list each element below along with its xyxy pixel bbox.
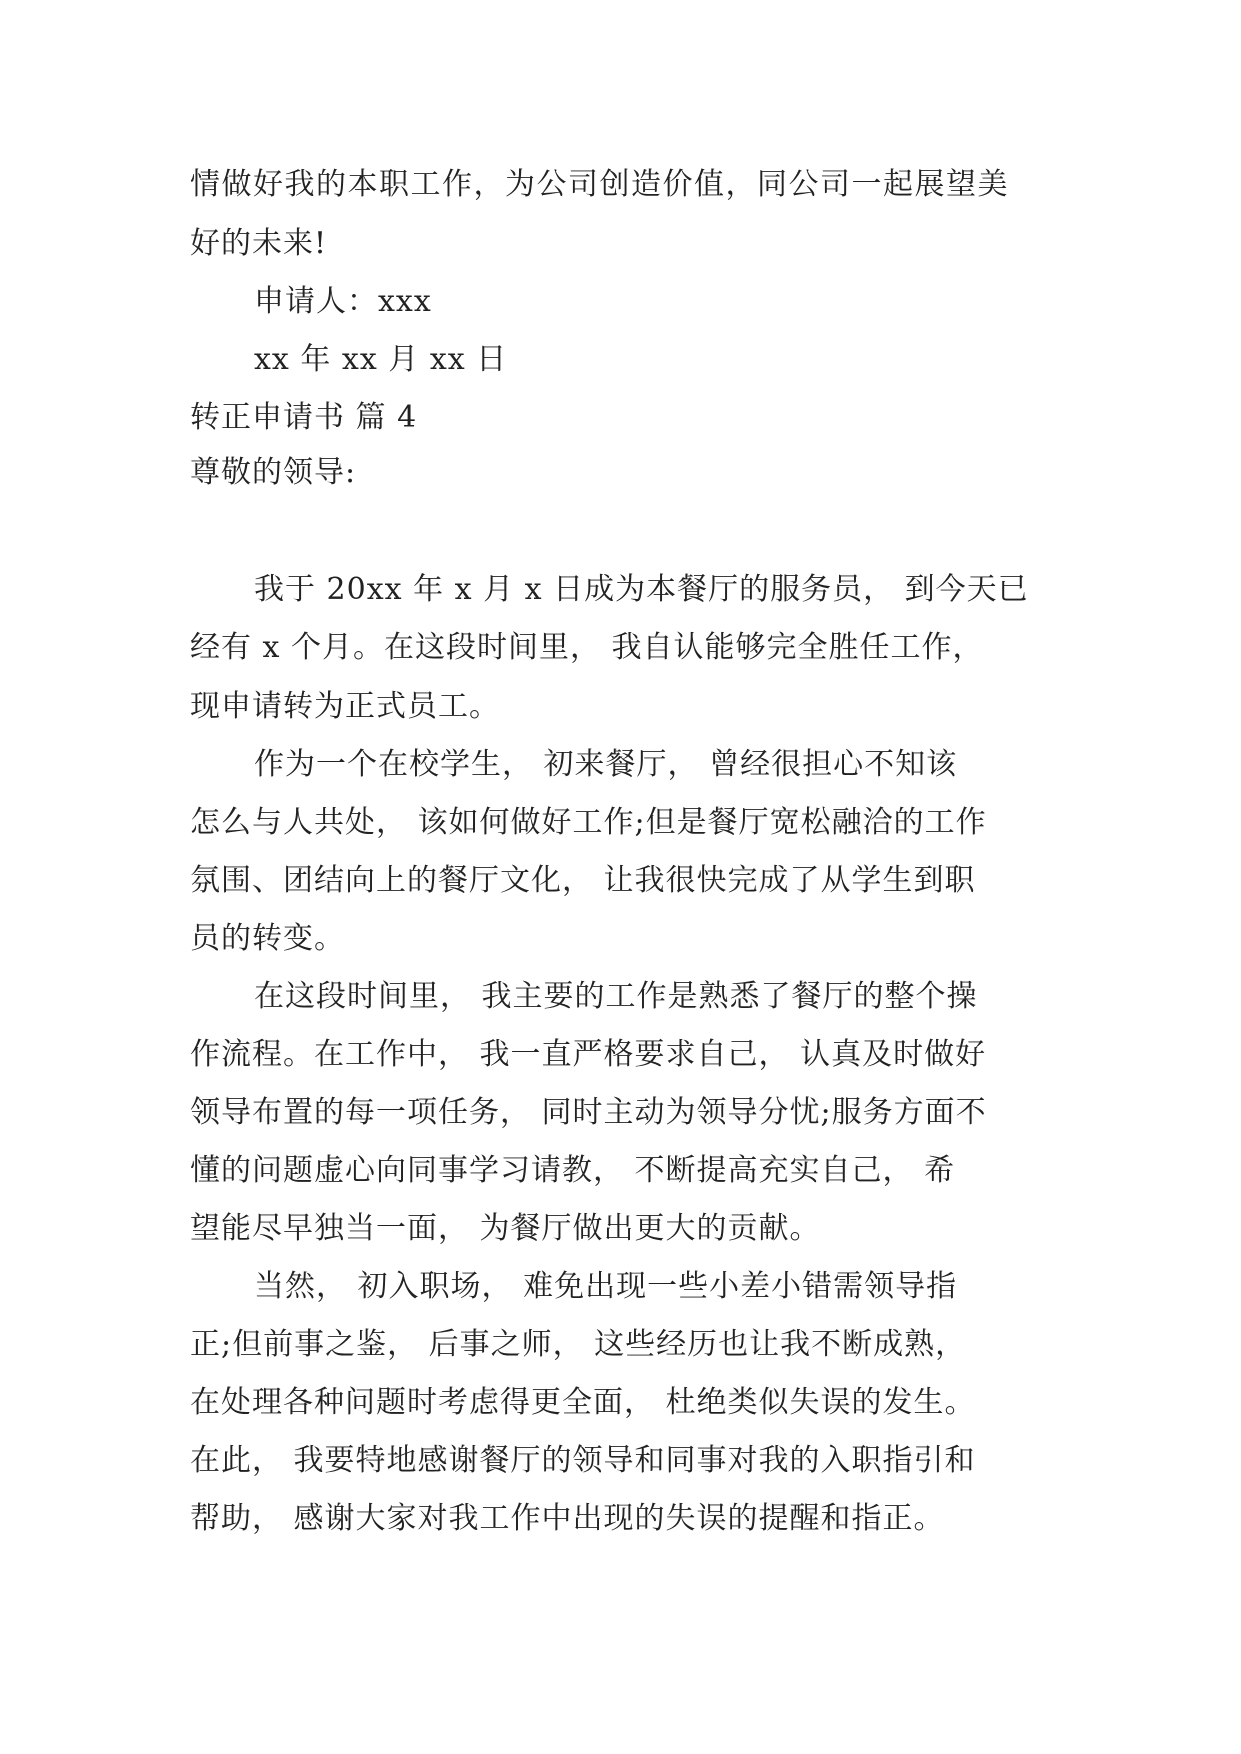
paragraph-line: 作为一个在校学生， 初来餐厅， 曾经很担心不知该 [254,747,958,782]
paragraph-line: 在处理各种问题时考虑得更全面， 杜绝类似失误的发生。 [190,1385,976,1420]
paragraph-line: 正;但前事之鉴， 后事之师， 这些经历也让我不断成熟， [190,1327,967,1362]
applicant-line: 申请人：xxx [254,284,432,319]
paragraph-line: 懂的问题虚心向同事学习请教， 不断提高充实自己， 希 [190,1153,956,1188]
paragraph-line: 氛围、团结向上的餐厅文化， 让我很快完成了从学生到职 [190,863,976,898]
paragraph-line: 员的转变。 [190,921,345,956]
body-line-2: 好的未来! [190,226,328,261]
paragraph-line: 我于 20xx 年 x 月 x 日成为本餐厅的服务员， 到今天已 [254,572,1029,607]
paragraph-line: 现申请转为正式员工。 [190,689,500,724]
salutation-line: 尊敬的领导: [190,455,357,490]
paragraph-line: 在此， 我要特地感谢餐厅的领导和同事对我的入职指引和 [190,1443,976,1478]
paragraph-line: 帮助， 感谢大家对我工作中出现的失误的提醒和指正。 [190,1501,945,1536]
date-line: xx 年 xx 月 xx 日 [254,342,508,377]
section-heading: 转正申请书 篇 4 [190,400,418,435]
body-line-1: 情做好我的本职工作，为公司创造价值，同公司一起展望美 [190,167,1009,202]
paragraph-line: 经有 x 个月。在这段时间里， 我自认能够完全胜任工作， [190,630,984,665]
paragraph-line: 当然， 初入职场， 难免出现一些小差小错需领导指 [254,1269,958,1304]
paragraph-line: 怎么与人共处， 该如何做好工作;但是餐厅宽松融洽的工作 [190,805,987,840]
paragraph-line: 在这段时间里， 我主要的工作是熟悉了餐厅的整个操 [254,979,978,1014]
paragraph-line: 望能尽早独当一面， 为餐厅做出更大的贡献。 [190,1211,821,1246]
paragraph-line: 领导布置的每一项任务， 同时主动为领导分忧;服务方面不 [190,1095,987,1130]
paragraph-line: 作流程。在工作中， 我一直严格要求自己， 认真及时做好 [190,1037,987,1072]
